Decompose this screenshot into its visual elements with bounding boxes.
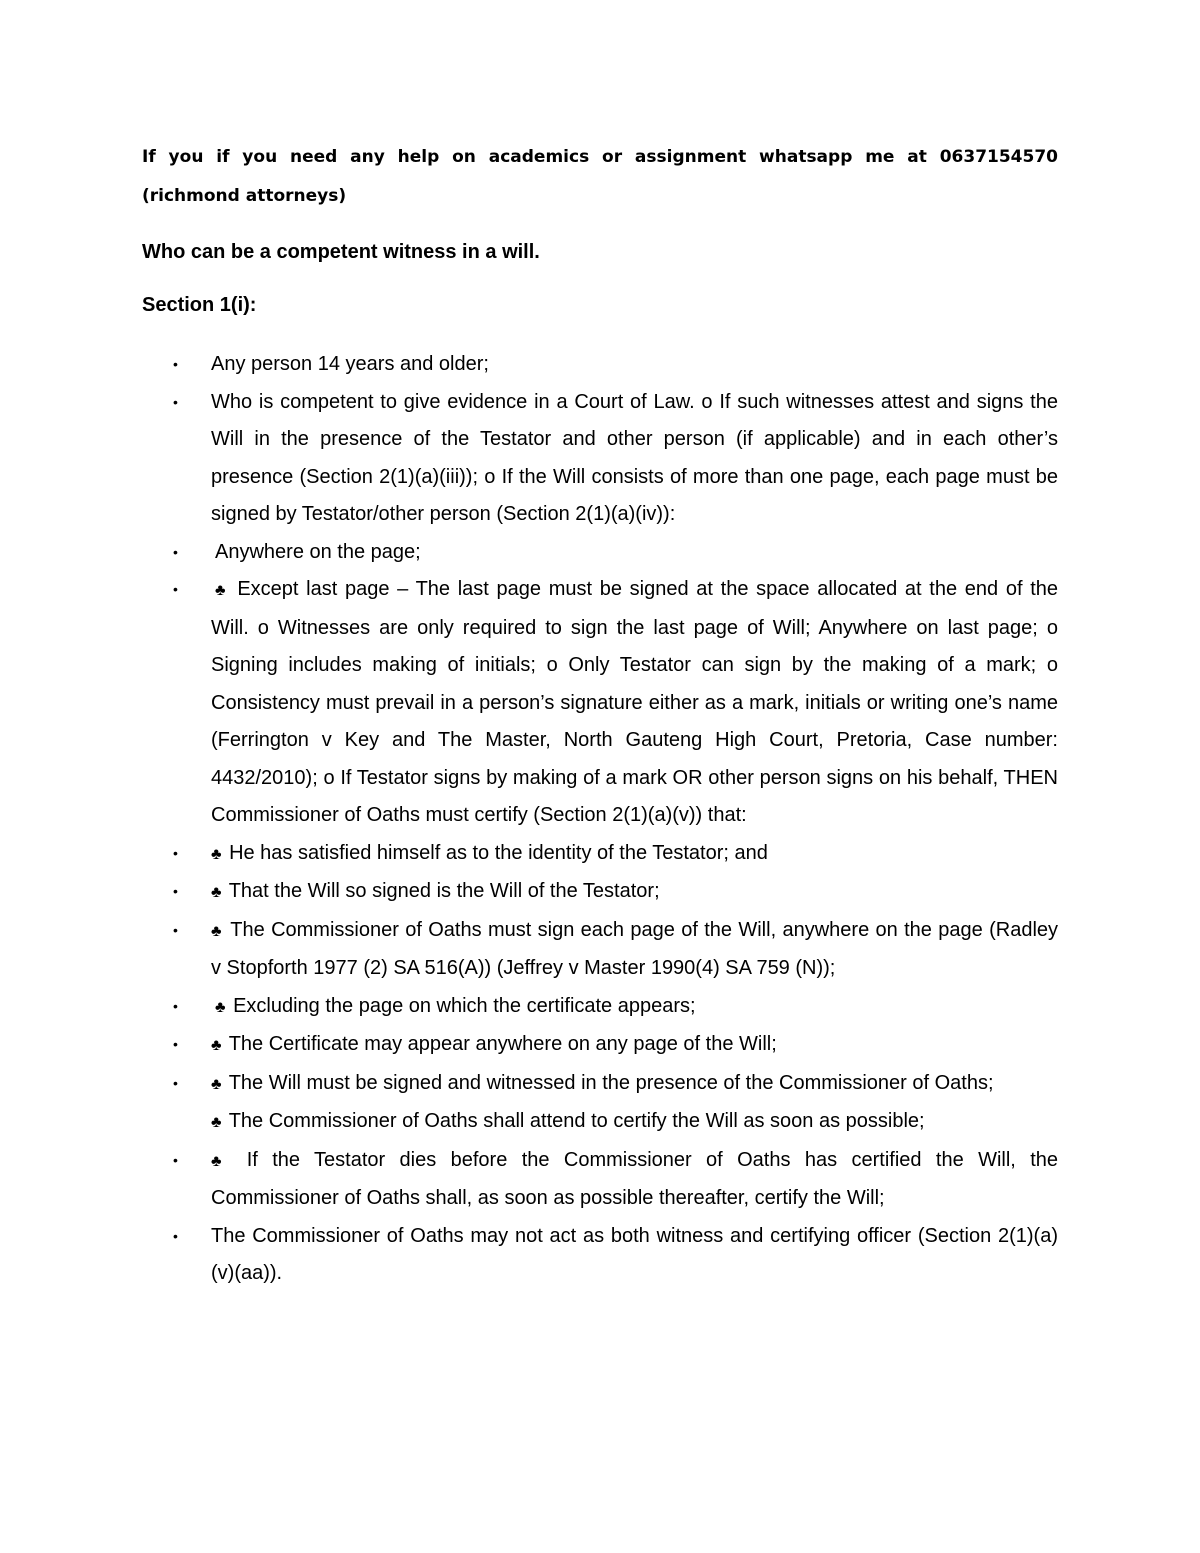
list-item	[142, 912, 1058, 988]
list-item	[142, 835, 1058, 874]
list-item	[142, 346, 1058, 384]
list-item	[142, 534, 1058, 572]
bullet-list	[142, 346, 1058, 1293]
bullet-icon: •	[173, 1227, 178, 1244]
section-heading: Section 1(i):	[142, 294, 257, 316]
list-item	[142, 571, 1058, 835]
list-item-text: Any person 14 years and older;	[211, 353, 489, 375]
list-item	[142, 873, 1058, 912]
bullet-icon: •	[173, 356, 178, 372]
bullet-icon: •	[173, 921, 178, 938]
document-title: Who can be a competent witness in a will.	[142, 241, 540, 263]
club-icon: ♣	[215, 998, 226, 1016]
list-item-text: Anywhere on the page;	[215, 540, 421, 563]
bullet-icon: •	[173, 1074, 178, 1091]
list-item-text: Who is competent to give evidence in a Court of Law. o If such witnesses attest and signs the Will in the presence of the Testator and other person (if applicable) and in each other’s presence (Section 2(1)(a)(iii)); o If the Will consists of more than one page, each page must be signed by Testator/other person (Section 2(1)(a)(iv)):	[211, 390, 1058, 525]
bullet-icon: •	[173, 393, 178, 410]
club-icon: ♣	[211, 1037, 222, 1054]
club-icon: ♣	[211, 1152, 231, 1170]
bullet-icon: •	[173, 997, 178, 1014]
bullet-icon: •	[173, 1036, 178, 1052]
document-page	[142, 138, 1058, 1293]
list-item-text: The Certificate may appear anywhere on any page of the Will;	[228, 1033, 777, 1055]
bullet-icon: •	[173, 543, 178, 560]
list-item	[142, 988, 1058, 1027]
list-item-text: The Will must be signed and witnessed in the presence of the Commissioner of Oaths;	[228, 1071, 994, 1094]
list-item-text: If the Testator dies before the Commissioner of Oaths has certified the Will, the Commissioner of Oaths shall, as soon as possible thereafter, certify the Will;	[211, 1148, 1059, 1209]
list-item	[142, 1142, 1058, 1218]
club-icon: ♣	[211, 845, 222, 863]
club-icon: ♣	[211, 884, 222, 901]
list-item	[142, 384, 1058, 534]
bullet-icon: •	[173, 883, 178, 899]
list-item	[142, 1065, 1058, 1104]
intro-paragraph: If you if you need any help on academics or assignment whatsapp me at 0637154570 (richmond attorneys)	[142, 147, 1058, 206]
bullet-icon: •	[173, 581, 178, 597]
bullet-icon: •	[173, 1151, 178, 1168]
list-item	[142, 1218, 1058, 1293]
bullet-icon: •	[173, 844, 178, 861]
list-item-text: The Commissioner of Oaths shall attend to certify the Will as soon as possible;	[228, 1110, 925, 1132]
list-item-text: The Commissioner of Oaths must sign each page of the Will, anywhere on the page (Radley v Stopforth 1977 (2) SA 516(A)) (Jeffrey v Master 1990(4) SA 759 (N));	[211, 918, 1059, 979]
list-item-text: He has satisfied himself as to the identity of the Testator; and	[229, 841, 768, 864]
list-item	[142, 1026, 1058, 1065]
list-item-text: The Commissioner of Oaths may not act as both witness and certifying officer (Section 2(1)(a)(v)(aa)).	[211, 1224, 1058, 1284]
list-item-text: Except last page – The last page must be signed at the space allocated at the end of the Will. o Witnesses are only required to sign the last page of Will; Anywhere on last page; o Signing includes making of initials; o Only Testator can sign by the making of a mark; o Consistency must prevail in a person’s signature either as a mark, initials or writing one’s name (Ferrington v Key and The Master, North Gauteng High Court, Pretoria, Case number: 4432/2010); o If Testator signs by making of a mark OR other person signs on his behalf, THEN Commissioner of Oaths must certify (Section 2(1)(a)(v)) that:	[211, 578, 1059, 826]
list-item-text: That the Will so signed is the Will of the Testator;	[228, 880, 660, 902]
club-icon: ♣	[211, 1114, 222, 1131]
club-icon: ♣	[211, 922, 223, 940]
list-item-text: Excluding the page on which the certificate appears;	[233, 994, 696, 1017]
club-icon: ♣	[215, 582, 228, 599]
club-icon: ♣	[211, 1075, 222, 1093]
list-item	[142, 1103, 1058, 1142]
